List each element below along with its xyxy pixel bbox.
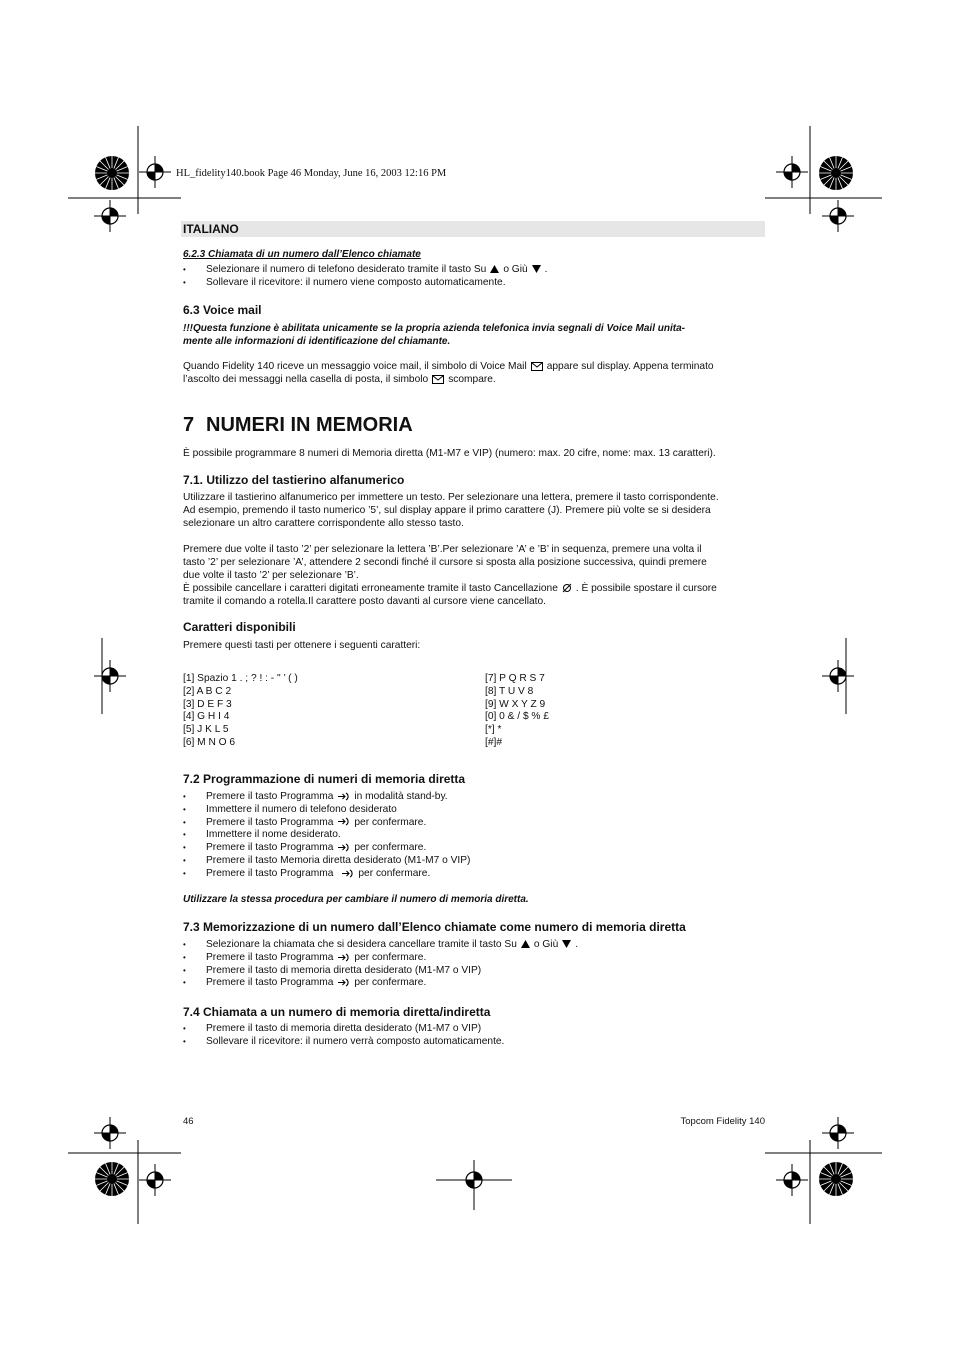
chapter-heading xyxy=(183,414,413,437)
list-item: • Premere il tasto di memoria diretta desiderato (M1-M7 o VIP) xyxy=(183,965,578,978)
section-71-title: 7.1. Utilizzo del tastierino alfanumerico xyxy=(183,473,405,487)
section-72-list xyxy=(183,791,470,881)
section-73-list xyxy=(183,939,578,990)
page-number: 46 xyxy=(183,1116,194,1127)
up-arrow-icon xyxy=(490,265,499,273)
section-74-list xyxy=(183,1023,504,1049)
list-item: [9] W X Y Z 9 xyxy=(485,698,546,710)
voice-mail-paragraph-line1: Quando Fidelity 140 riceve un messaggio voice mail, il simbolo di Voice Mail appare sul display. Appena terminato xyxy=(183,361,714,372)
chapter-number: 7 xyxy=(183,414,195,436)
list-item: • Premere il tasto di memoria diretta desiderato (M1-M7 o VIP) xyxy=(183,1023,504,1036)
program-key-icon xyxy=(337,792,350,801)
list-item: • Immettere il numero di telefono desiderato xyxy=(183,804,470,817)
language-label: ITALIANO xyxy=(183,222,239,236)
section-73-title: 7.3 Memorizzazione di un numero dall’Elenco chiamate come numero di memoria diretta xyxy=(183,920,686,934)
chapter-title: NUMERI IN MEMORIA xyxy=(206,414,413,436)
list-item: [7] P Q R S 7 xyxy=(485,673,545,684)
section-623-title: 6.2.3 Chiamata di un numero dall’Elenco chiamate xyxy=(183,249,421,260)
down-arrow-icon xyxy=(562,940,571,948)
book-header: HL_fidelity140.book Page 46 Monday, June 16, 2003 12:16 PM xyxy=(176,168,447,179)
program-key-icon xyxy=(337,978,350,987)
list-item: • Premere il tasto Programma per confermare. xyxy=(183,842,470,855)
list-item: [8] T U V 8 xyxy=(485,685,534,697)
list-item: [0] 0 & / $ % £ xyxy=(485,711,549,723)
section-623-list xyxy=(183,264,548,290)
list-item: • Premere il tasto Memoria diretta desiderato (M1-M7 o VIP) xyxy=(183,855,470,868)
characters-title: Caratteri disponibili xyxy=(183,620,296,634)
footer-product: Topcom Fidelity 140 xyxy=(680,1116,765,1127)
list-item: • Premere il tasto Programma per confermare. xyxy=(183,952,578,965)
program-key-icon xyxy=(337,843,350,852)
section-71-line: È possibile cancellare i caratteri digitati erroneamente tramite il tasto Cancellazione . È possibile spostare il cursore xyxy=(183,583,717,594)
characters-right-column xyxy=(485,673,549,750)
section-72-note: Utilizzare la stessa procedura per cambiare il numero di memoria diretta. xyxy=(183,894,529,905)
program-key-icon xyxy=(341,869,354,878)
envelope-icon xyxy=(531,362,543,371)
section-71-line: due volte il tasto ’2’ per selezionare ’B’. xyxy=(183,570,359,581)
section-74-title: 7.4 Chiamata a un numero di memoria diretta/indiretta xyxy=(183,1005,491,1019)
list-item: • Selezionare la chiamata che si desidera cancellare tramite il tasto Su o Giù . xyxy=(183,939,578,952)
chapter-intro: È possibile programmare 8 numeri di Memoria diretta (M1-M7 e VIP) (numero: max. 20 cifre, nome: max. 13 caratteri). xyxy=(183,448,716,459)
section-71-line: Premere due volte il tasto ’2’ per selezionare la lettera ’B’.Per selezionare ’A’ e ’B’ in sequenza, premere una volta il xyxy=(183,544,702,555)
delete-icon xyxy=(562,583,572,593)
list-item: [1] Spazio 1 . ; ? ! : - " ’ ( ) xyxy=(183,673,298,684)
section-71-line: Utilizzare il tastierino alfanumerico per immettere un testo. Per selezionare una lettera, premere il tasto corrispondente. xyxy=(183,492,719,503)
list-item: • Premere il tasto Programma per confermare. xyxy=(183,977,578,990)
characters-left-column xyxy=(183,673,298,750)
voice-mail-paragraph-line2: l’ascolto dei messaggi nella casella di posta, il simbolo scompare. xyxy=(183,374,496,385)
list-item: • Premere il tasto Programma per confermare. xyxy=(183,868,470,881)
section-72-title: 7.2 Programmazione di numeri di memoria diretta xyxy=(183,772,466,786)
list-item: [3] D E F 3 xyxy=(183,698,232,710)
list-item: • Premere il tasto Programma in modalità stand-by. xyxy=(183,791,470,804)
list-item: [#]# xyxy=(485,736,502,748)
up-arrow-icon xyxy=(521,940,530,948)
down-arrow-icon xyxy=(532,265,541,273)
list-item: [6] M N O 6 xyxy=(183,736,236,748)
characters-intro: Premere questi tasti per ottenere i seguenti caratteri: xyxy=(183,640,421,651)
list-item: [2] A B C 2 xyxy=(183,685,232,697)
list-item: • Selezionare il numero di telefono desiderato tramite il tasto Su o Giù . xyxy=(183,264,548,277)
list-item: • Immettere il nome desiderato. xyxy=(183,829,470,842)
list-item: • Premere il tasto Programma per confermare. xyxy=(183,817,470,830)
section-63-title: 6.3 Voice mail xyxy=(183,303,262,317)
section-71-line: tramite il comando a rotella.Il carattere posto davanti al cursore viene cancellato. xyxy=(183,596,546,607)
list-item: [4] G H I 4 xyxy=(183,711,230,723)
program-key-icon xyxy=(337,953,350,962)
voice-mail-note-line1: !!!Questa funzione è abilitata unicamente se la propria azienda telefonica invia segnali di Voice Mail unita- xyxy=(183,323,685,334)
list-item: [5] J K L 5 xyxy=(183,724,229,736)
language-bar xyxy=(181,221,765,237)
program-key-icon xyxy=(337,817,350,826)
list-item: • Sollevare il ricevitore: il numero verrà composto automaticamente. xyxy=(183,1036,504,1049)
list-item: [*] * xyxy=(485,724,502,736)
section-71-line: Ad esempio, premendo il tasto numerico ’5’, sul display appare il primo carattere (J). Premere più volte se si desidera xyxy=(183,505,711,516)
section-71-line: tasto ’2’ per selezionare ’A’, attendere 2 secondi finché il cursore si sposta alla posizione successiva, quindi premere xyxy=(183,557,707,568)
section-71-line: selezionare un altro carattere corrispondente allo stesso tasto. xyxy=(183,518,464,529)
voice-mail-note-line2: mente alle informazioni di identificazione del chiamante. xyxy=(183,336,451,347)
list-item: • Sollevare il ricevitore: il numero viene composto automaticamente. xyxy=(183,277,548,290)
envelope-icon xyxy=(432,375,444,384)
